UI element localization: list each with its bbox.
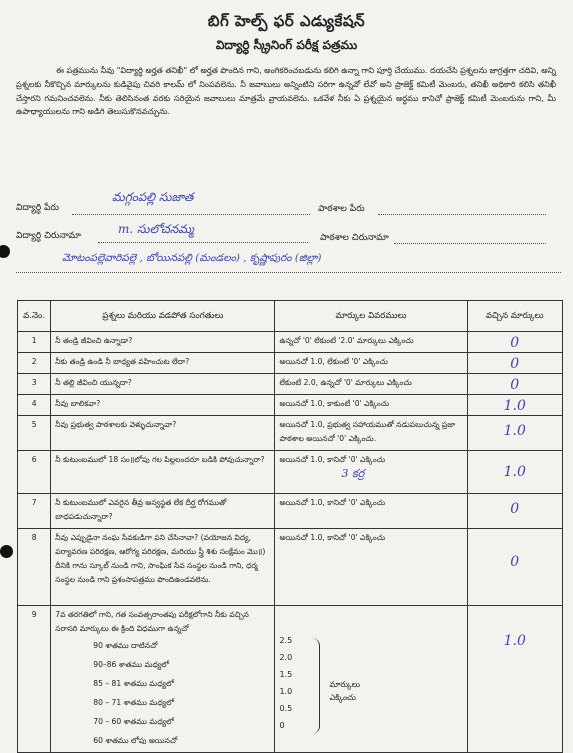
grade-item: 85 – 81 శాతము మధ్యలో	[93, 679, 174, 688]
row-question: నీకు తండ్రి ఉండి నీ బాధ్యత వహించుట లేదా?	[51, 353, 275, 374]
scale-value: 0.5	[279, 704, 293, 713]
student-name-line	[72, 214, 310, 215]
student-address-value: m. సులోచనమ్మ	[118, 222, 194, 236]
row-marks-rule: ఉన్నచో '0' లేకుంటే '2.0' మార్కులు ఎక్కించు	[275, 332, 467, 353]
row-marks-rule	[275, 451, 467, 494]
row-number: 7	[18, 494, 51, 529]
row-marks-rule: అయినచో 1.0, ప్రభుత్వ సహాయముతో నడుపబుచున్న ప్రజా పాఠశాల అయినచో '0' ఎక్కించు.	[275, 416, 467, 451]
row-question: నీవు ఎప్పుడైనా నంఘ సేవకుడిగా పని చేసినావా? (వయోజన విద్య, పర్యావరణ పరిరక్షణ, ఆరోగ్య పరిరక్షణ, మరియు స్త్రీ శిశు సంక్షేమం మొ॥) దీనికి గాను స్కూల్ నుండి గాని, సాంఘిక సేవ సంస్థల నుండి గాని, ధర్మ సంస్థల నుండి గాని ప్రశంసాపత్రము పొందిఉండవలెను.	[51, 529, 275, 606]
row-obtained	[467, 353, 563, 374]
scale-value: 2.0	[279, 653, 293, 662]
table-row	[18, 416, 563, 451]
page-title: బిగ్ హెల్ప్ ఫర్ ఎడ్యుకేషన్	[207, 12, 366, 30]
handwritten-note: 3 కర్ర	[341, 467, 365, 480]
row-number: 4	[18, 395, 51, 416]
row-obtained	[467, 332, 563, 353]
grade-list	[93, 636, 270, 750]
row-obtained	[467, 529, 563, 606]
row-question: నీవు ప్రభుత్వ పాఠశాలకు వెళ్ళుచున్నావా?	[51, 416, 275, 451]
scale-values	[279, 632, 292, 734]
scale-value: 1.5	[279, 670, 293, 679]
row-obtained	[467, 451, 563, 494]
table-header-row	[18, 301, 563, 332]
header-obtained: వచ్చిన మార్కులు	[467, 301, 563, 332]
obtained-mark: 0	[510, 356, 520, 372]
row-question: నీ తల్లి జీవించి యున్నదా?	[51, 374, 275, 395]
punch-hole-top	[0, 245, 10, 258]
school-address-label: పాఠశాల చిరునామా	[320, 233, 389, 243]
address-line-2	[16, 272, 561, 273]
row-number: 1	[18, 332, 51, 353]
grade-item: 90–86 శాతము మధ్యలో	[93, 660, 170, 669]
row-number: 6	[18, 451, 51, 494]
obtained-mark: 0	[510, 377, 520, 393]
intro-paragraph: ఈ పత్రమును నీవు "విద్యార్ధి అర్హత తనిఖీ" లో అర్హత పొందిన గాని, అంగికరించబడును కలిగి ఉన్నా గాని పూర్తి చేయుము. దయచేసి ప్రశ్నలను జాగ్రత్తగా చదివి, అన్ని ప్రశ్నలకు నీకొచ్చిన మార్కులను కుడివైపు చివరి కాలమ్ లో నింపవలెను. నీ జవాబులు అన్నింటిని సరిగా ఉన్నవో లేవో అని ప్రాజెక్ట్ కమిటీ మెంబరు, తనిఖీ అధికారి కలిసి తనిఖీ చేస్తారని గమనించవలెను. నీకు తెలిసినంత వరకు సరియైన జవాబులు మాత్రమే వ్రాయవలెను. ఒకవేళ నీకు ఏ ప్రశ్నయైన అర్ధము కానిచో ప్రాజెక్ట్ కమిటీ మెంబరును గాని, మీ ఉపాధ్యాయులను గాని అడిగి తెలుసుకొనవచ్చును.	[16, 66, 556, 117]
punch-hole-bottom	[0, 545, 13, 558]
school-name-line	[378, 214, 546, 215]
row-obtained	[467, 374, 563, 395]
row-marks-rule: అయినచో 1.0, లేకుంటే '0' ఎక్కించు	[275, 353, 467, 374]
school-address-line	[394, 243, 546, 244]
row-number: 3	[18, 374, 51, 395]
table-row	[18, 395, 563, 416]
grade-item: 70 – 60 శాతము మధ్యలో	[93, 717, 174, 726]
header-question: ప్రశ్నలు మరియు వడపోత సంగతులు	[51, 301, 275, 332]
row-question: నీ కుటుంబములో ఎవరైన తీవ్ర అస్వస్థత లేక దీర్ఘ రోగముతో బాధపడుచున్నారా?	[51, 494, 275, 529]
scale-value: 1.0	[279, 687, 293, 696]
obtained-mark: 0	[510, 335, 520, 351]
table-row	[18, 451, 563, 494]
scale-brace	[309, 638, 320, 734]
row-number: 9	[18, 606, 51, 753]
grade-item: 60 శాతము లోపు అయినచో	[93, 736, 178, 745]
grade-item: 90 శాతము దాటినచో	[93, 641, 158, 650]
obtained-mark: 0	[510, 554, 520, 570]
table-row	[18, 494, 563, 529]
obtained-mark: 1.0	[503, 398, 526, 414]
grade-item: 80 – 71 శాతము మధ్యలో	[93, 698, 174, 707]
row-marks-rule: అయినచో 1.0, కాకుంటే '0' ఎక్కించు	[275, 395, 467, 416]
row-number: 2	[18, 353, 51, 374]
scale-value: 2.5	[279, 636, 293, 645]
obtained-mark: 1.0	[503, 423, 526, 439]
question-text: 7వ తరగతిలో గాని, గత సంవత్సరాంతపు పరీక్షలోగాని నీకు వచ్చిన సరాసరి మార్కులు ఈ క్రింది విధముగా ఉన్నచో	[55, 610, 249, 633]
table-row	[18, 353, 563, 374]
student-address-label: విద్యార్ధి చిరునామా	[16, 231, 81, 241]
obtained-mark: 1.0	[503, 633, 526, 649]
school-name-label: పాఠశాల పేరు	[318, 204, 365, 214]
marks-rule-text: అయినచో 1.0, కానిచో '0' ఎక్కించు	[279, 455, 386, 464]
page-subtitle: విద్యార్ధి స్క్రీనింగ్ పరీక్ష పత్రము	[215, 38, 358, 52]
header-marks: మార్కుల వివరములు	[275, 301, 467, 332]
header-sn: వ.నెం.	[18, 301, 51, 332]
screening-table	[17, 300, 563, 753]
row-number: 5	[18, 416, 51, 451]
table-row	[18, 606, 563, 753]
scale-value: 0	[279, 721, 285, 730]
row-obtained	[467, 606, 563, 753]
row-number: 8	[18, 529, 51, 606]
address-line2-value: మోటంపల్లెవారిపల్లె , బోయినపల్లి (మండలం) , కృష్ణాపురం (జిల్లా)	[62, 252, 322, 264]
row-obtained	[467, 416, 563, 451]
table-row	[18, 529, 563, 606]
student-name-value: మగ్గంపల్లి సుజాత	[112, 190, 194, 204]
table-row	[18, 374, 563, 395]
row-marks-rule: అయినచో 1.0, కానిచో '0' ఎక్కించు	[275, 494, 467, 529]
student-address-line	[98, 242, 308, 243]
marks-scale	[279, 608, 462, 728]
scale-label: మార్కులు ఎక్కించు	[329, 680, 361, 702]
row-question: నీ తండ్రి జీవించి ఉన్నాడా?	[51, 332, 275, 353]
row-marks-rule	[275, 606, 467, 753]
row-question: నీవు బాలికవా?	[51, 395, 275, 416]
row-marks-rule: అయినచో 1.0, కానిచో '0' ఎక్కించు	[275, 529, 467, 606]
obtained-mark: 0	[510, 501, 520, 517]
student-name-label: విద్యార్ధి పేరు	[16, 203, 59, 213]
row-marks-rule: లేకుంటే 2.0, ఉన్నచో '0' మార్కులు ఎక్కించు	[275, 374, 467, 395]
row-question	[51, 606, 275, 753]
row-obtained	[467, 494, 563, 529]
obtained-mark: 1.0	[503, 464, 526, 480]
row-obtained	[467, 395, 563, 416]
row-question: నీ కుటుంబములో 18 సం॥లోపు గల పిల్లలందరూ బడికి పోవుచున్నారా?	[51, 451, 275, 494]
table-row	[18, 332, 563, 353]
